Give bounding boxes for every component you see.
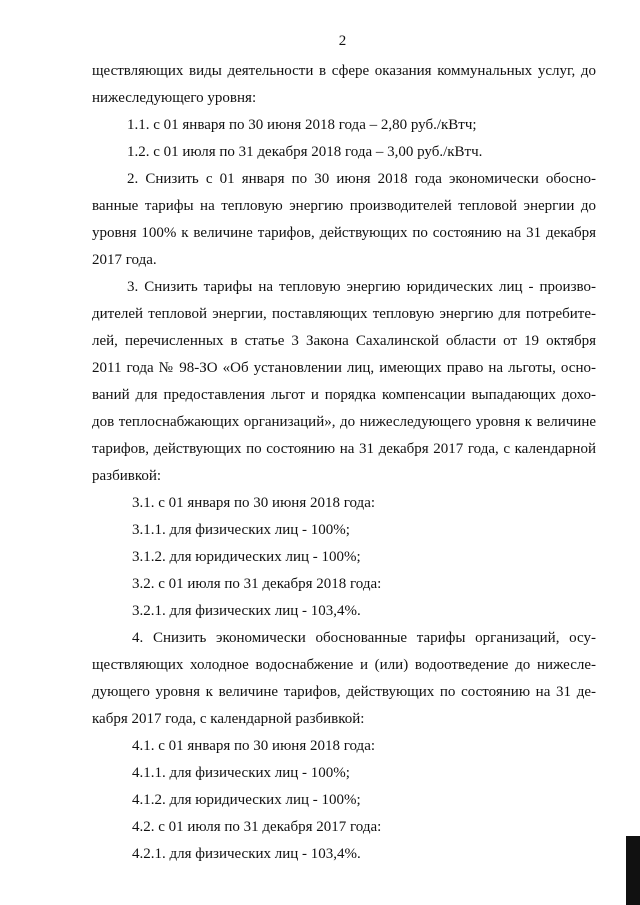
list-item-4-2-1: 4.2.1. для физических лиц - 103,4%. (132, 846, 361, 862)
scan-edge-mark (626, 836, 640, 905)
list-item-4-1-1: 4.1.1. для физических лиц - 100%; (132, 765, 350, 781)
text-line: дителей тепловой энергии, поставляющих тепловую энергию для потребите- (92, 306, 596, 322)
list-item-1-2: 1.2. с 01 июля по 31 декабря 2018 года – 3,00 руб./кВтч. (127, 144, 483, 160)
text-line: 2011 года № 98-ЗО «Об установлении лиц, имеющих право на льготы, осно- (92, 360, 596, 376)
text-line: кабря 2017 года, с календарной разбивкой: (92, 711, 365, 727)
paragraph-2-start: 2. Снизить с 01 января по 30 июня 2018 года экономически обосно- (127, 171, 596, 187)
list-item-1-1: 1.1. с 01 января по 30 июня 2018 года – 2,80 руб./кВтч; (127, 117, 477, 133)
document-body (92, 58, 596, 868)
list-item-4-2: 4.2. с 01 июля по 31 декабря 2017 года: (132, 819, 382, 835)
text-line: лей, перечисленных в статье 3 Закона Сахалинской области от 19 октября (92, 333, 596, 349)
page-number: 2 (338, 33, 347, 49)
paragraph-3-start: 3. Снизить тарифы на тепловую энергию юридических лиц - произво- (127, 279, 596, 295)
text-line: нижеследующего уровня: (92, 90, 257, 106)
text-line: ществляющих холодное водоснабжение и (или) водоотведение до нижесле- (92, 657, 596, 673)
list-item-4-1-2: 4.1.2. для юридических лиц - 100%; (132, 792, 361, 808)
list-item-3-1-1: 3.1.1. для физических лиц - 100%; (132, 522, 350, 538)
text-line: ваний для предоставления льгот и порядка компенсации выпадающих дохо- (92, 387, 596, 403)
text-line: ванные тарифы на тепловую энергию производителей тепловой энергии до (92, 198, 596, 214)
list-item-3-1: 3.1. с 01 января по 30 июня 2018 года: (132, 495, 376, 511)
text-line: 2017 года. (92, 252, 157, 268)
text-line: тарифов, действующих по состоянию на 31 декабря 2017 года, с календарной (92, 441, 596, 457)
list-item-3-2: 3.2. с 01 июля по 31 декабря 2018 года: (132, 576, 382, 592)
text-line: ществляющих виды деятельности в сфере оказания коммунальных услуг, до (92, 63, 596, 79)
list-item-3-2-1: 3.2.1. для физических лиц - 103,4%. (132, 603, 361, 619)
paragraph-4-start: 4. Снизить экономически обоснованные тарифы организаций, осу- (132, 630, 596, 646)
text-line: дующего уровня к величине тарифов, действующих по состоянию на 31 де- (92, 684, 596, 700)
text-line: дов теплоснабжающих организаций», до нижеследующего уровня к величине (92, 414, 596, 430)
list-item-3-1-2: 3.1.2. для юридических лиц - 100%; (132, 549, 361, 565)
text-line: разбивкой: (92, 468, 162, 484)
text-line: уровня 100% к величине тарифов, действующих по состоянию на 31 декабря (92, 225, 596, 241)
list-item-4-1: 4.1. с 01 января по 30 июня 2018 года: (132, 738, 376, 754)
